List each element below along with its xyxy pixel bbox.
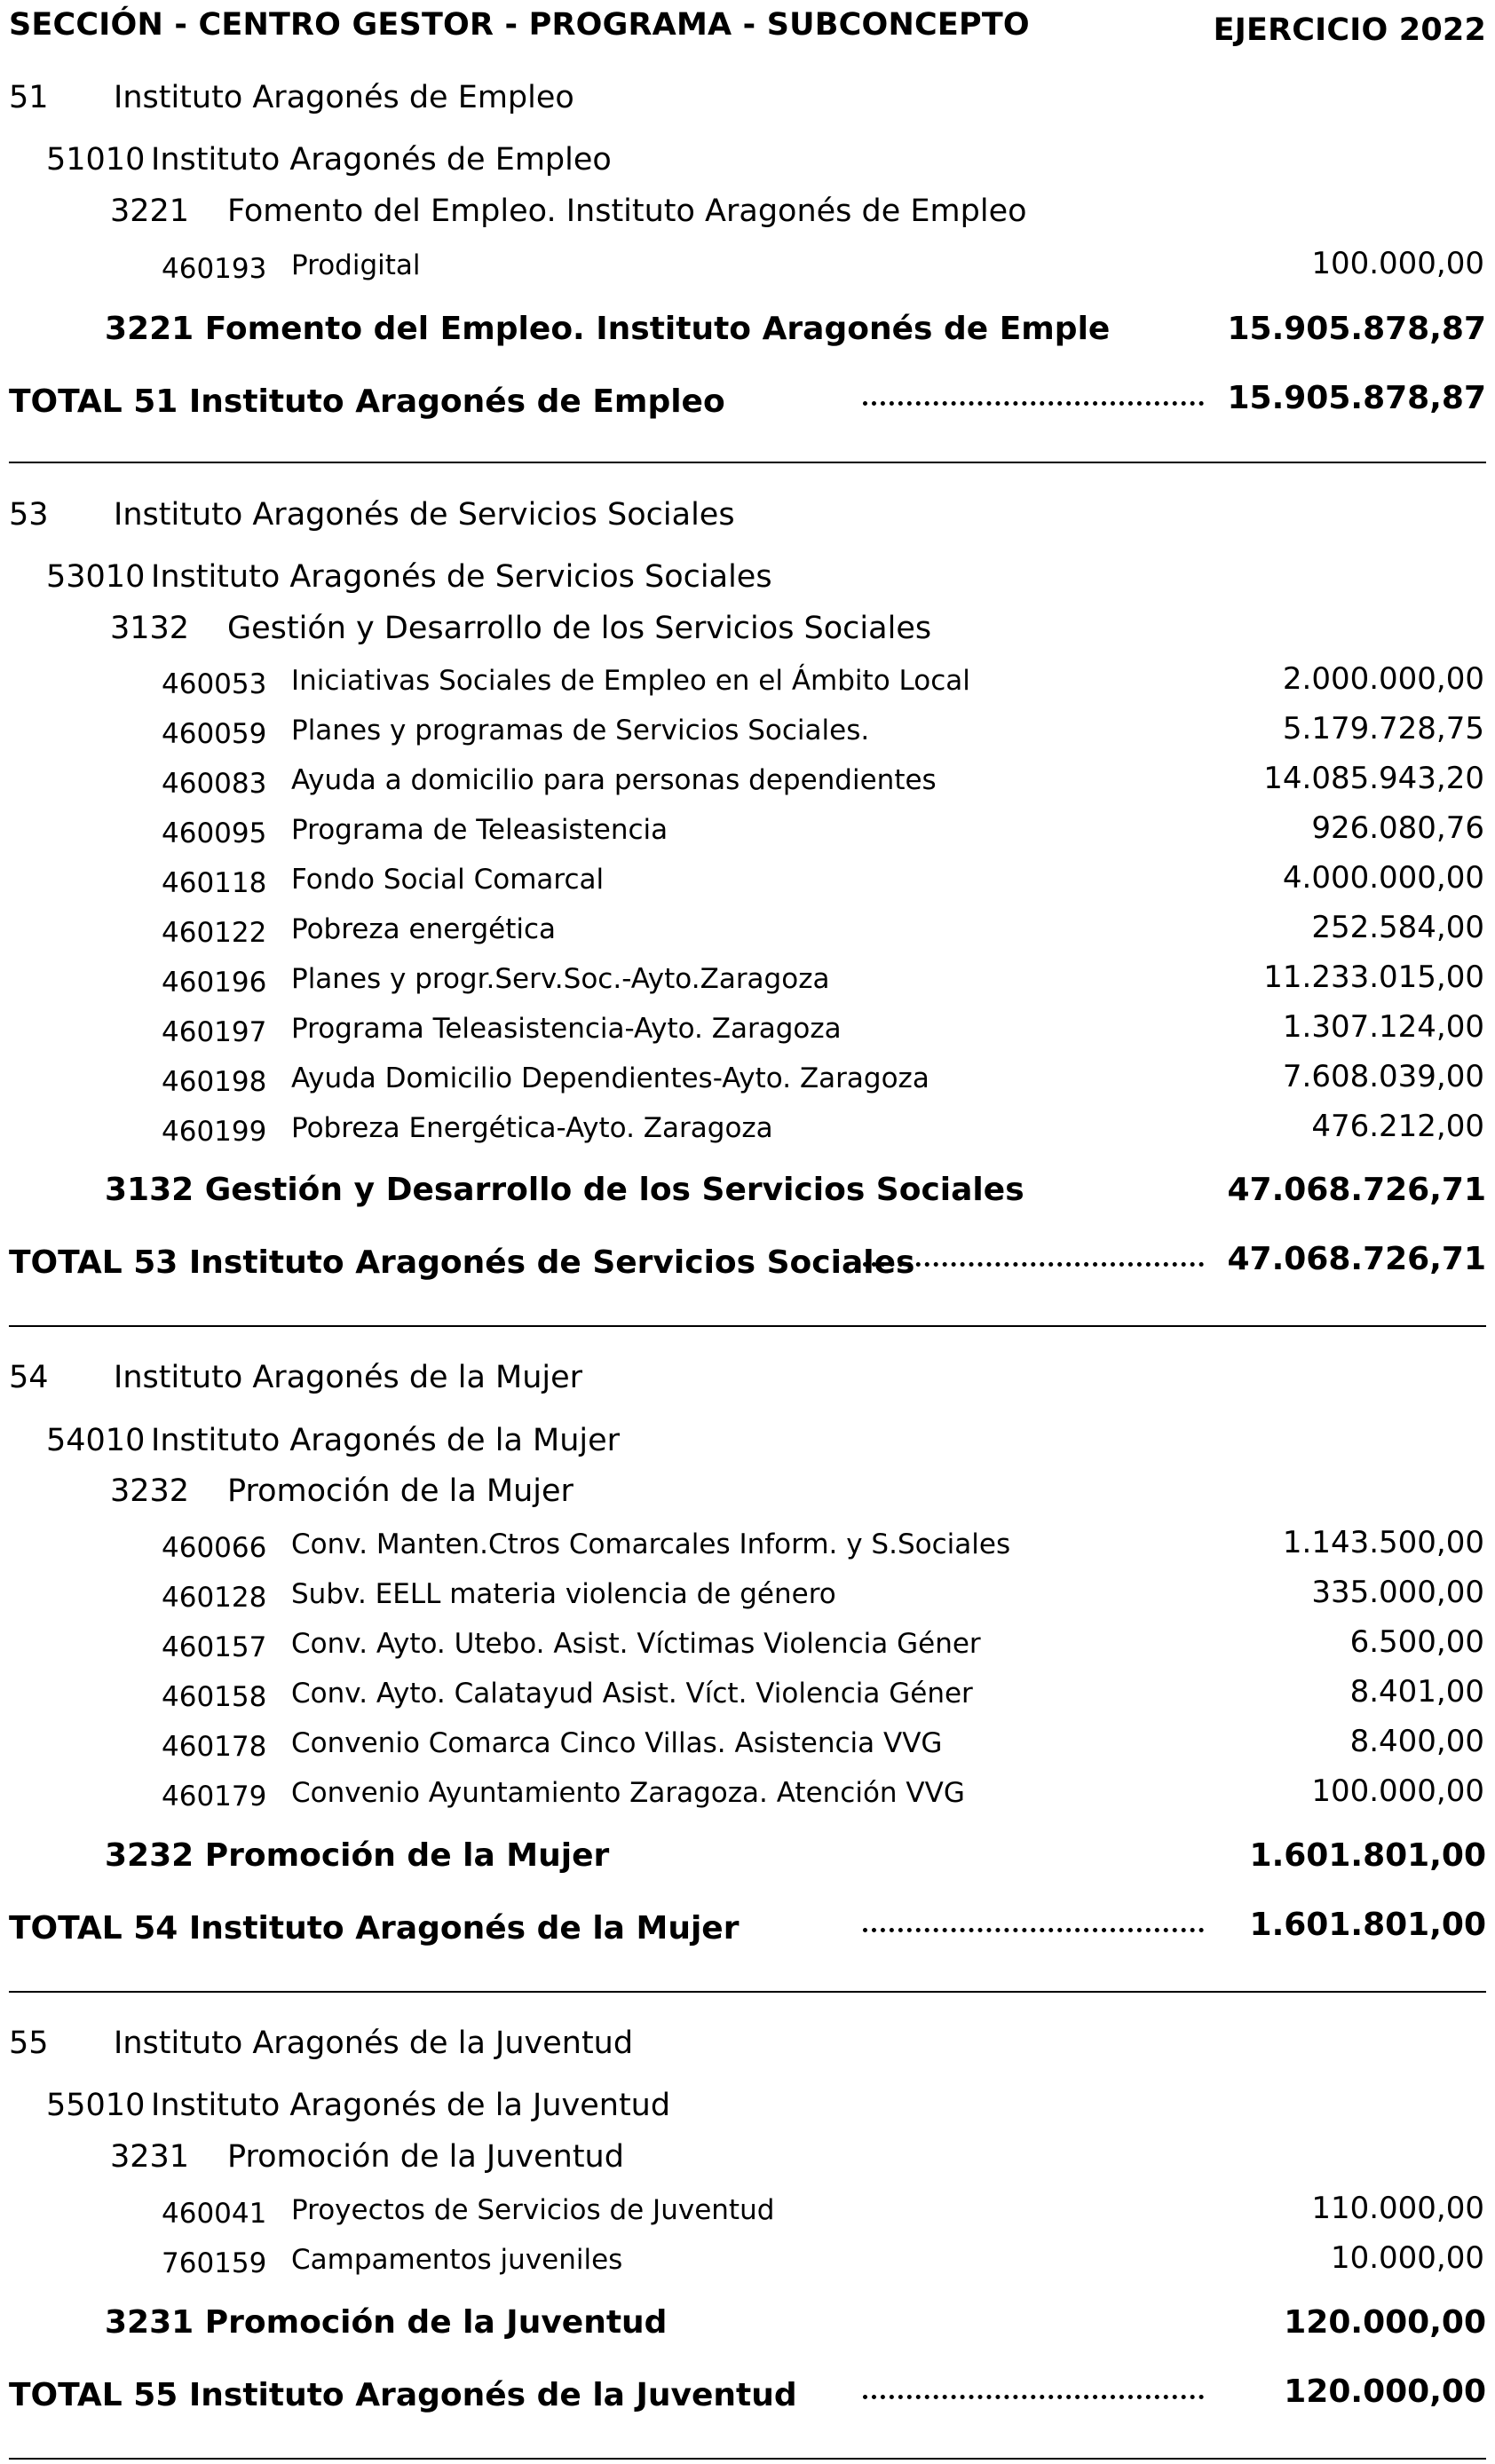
center-code: 51010 — [46, 142, 146, 178]
section-total-amount: 15.905.878,87 — [1227, 380, 1486, 416]
subconcept-amount: 6.500,00 — [1349, 1624, 1484, 1660]
subconcept-name: Pobreza Energética-Ayto. Zaragoza — [291, 1112, 773, 1144]
subconcept-amount: 11.233.015,00 — [1263, 960, 1484, 995]
subconcept-name: Ayuda Domicilio Dependientes-Ayto. Zaragoza — [291, 1062, 929, 1094]
center-name: Instituto Aragonés de la Juventud — [151, 2088, 671, 2123]
subconcept-amount: 7.608.039,00 — [1282, 1059, 1484, 1094]
section-total-label: TOTAL 53 Instituto Aragonés de Servicios Sociales — [9, 1244, 915, 1281]
subconcept-name: Conv. Ayto. Calatayud Asist. Víct. Violencia Géner — [291, 1678, 973, 1710]
subconcept-name: Programa de Teleasistencia — [291, 814, 668, 846]
subconcept-code: 460122 — [162, 917, 267, 949]
subconcept-code: 460178 — [162, 1731, 267, 1763]
subconcept-code: 460199 — [162, 1116, 267, 1148]
section-name: Instituto Aragonés de Servicios Sociales — [114, 497, 735, 533]
program-name: Promoción de la Juventud — [227, 2139, 624, 2175]
subconcept-amount: 110.000,00 — [1311, 2191, 1484, 2226]
section-code: 54 — [9, 1360, 49, 1395]
program-total-label: 3221 Fomento del Empleo. Instituto Aragonés de Emple — [105, 311, 1111, 347]
subconcept-name: Pobreza energética — [291, 913, 557, 945]
subconcept-name: Prodigital — [291, 249, 421, 281]
subconcept-amount: 5.179.728,75 — [1282, 711, 1484, 746]
dot-leader — [863, 1262, 1204, 1267]
program-code: 3221 — [110, 193, 190, 229]
subconcept-name: Campamentos juveniles — [291, 2244, 623, 2276]
program-code: 3231 — [110, 2139, 190, 2175]
subconcept-name: Conv. Manten.Ctros Comarcales Inform. y S.Sociales — [291, 1528, 1011, 1560]
subconcept-code: 460197 — [162, 1016, 267, 1048]
subconcept-name: Proyectos de Servicios de Juventud — [291, 2194, 775, 2226]
center-code: 55010 — [46, 2088, 146, 2123]
subconcept-name: Conv. Ayto. Utebo. Asist. Víctimas Violencia Géner — [291, 1628, 981, 1660]
program-total-amount: 120.000,00 — [1284, 2304, 1486, 2341]
subconcept-code: 760159 — [162, 2247, 267, 2279]
center-code: 54010 — [46, 1423, 146, 1458]
subconcept-amount: 2.000.000,00 — [1282, 661, 1484, 697]
subconcept-amount: 8.401,00 — [1349, 1674, 1484, 1710]
center-name: Instituto Aragonés de Empleo — [151, 142, 612, 178]
section-code: 55 — [9, 2026, 49, 2061]
subconcept-amount: 1.307.124,00 — [1282, 1009, 1484, 1045]
subconcept-name: Iniciativas Sociales de Empleo en el Ámbito Local — [291, 665, 970, 697]
dot-leader — [863, 1928, 1204, 1932]
center-code: 53010 — [46, 559, 146, 595]
section-divider — [9, 1325, 1486, 1327]
subconcept-amount: 476.212,00 — [1311, 1109, 1484, 1144]
section-name: Instituto Aragonés de la Juventud — [114, 2026, 634, 2061]
program-name: Gestión y Desarrollo de los Servicios Sociales — [227, 611, 932, 646]
program-code: 3232 — [110, 1473, 190, 1509]
subconcept-name: Subv. EELL materia violencia de género — [291, 1578, 836, 1610]
subconcept-code: 460128 — [162, 1582, 267, 1614]
section-total-label: TOTAL 51 Instituto Aragonés de Empleo — [9, 383, 725, 420]
subconcept-code: 460095 — [162, 817, 267, 849]
section-total-amount: 120.000,00 — [1284, 2373, 1486, 2410]
section-divider — [9, 2458, 1486, 2460]
center-name: Instituto Aragonés de la Mujer — [151, 1423, 621, 1458]
subconcept-name: Convenio Comarca Cinco Villas. Asistencia VVG — [291, 1727, 943, 1759]
subconcept-amount: 252.584,00 — [1311, 910, 1484, 945]
subconcept-amount: 335.000,00 — [1311, 1575, 1484, 1610]
subconcept-code: 460066 — [162, 1532, 267, 1564]
section-name: Instituto Aragonés de Empleo — [114, 80, 574, 115]
subconcept-name: Planes y programas de Servicios Sociales. — [291, 715, 870, 746]
subconcept-code: 460053 — [162, 668, 267, 700]
subconcept-amount: 926.080,76 — [1311, 810, 1484, 846]
subconcept-code: 460196 — [162, 967, 267, 999]
subconcept-amount: 100.000,00 — [1311, 246, 1484, 281]
program-total-amount: 47.068.726,71 — [1227, 1172, 1486, 1208]
subconcept-amount: 14.085.943,20 — [1263, 761, 1484, 796]
program-name: Promoción de la Mujer — [227, 1473, 573, 1509]
subconcept-code: 460041 — [162, 2198, 267, 2230]
program-total-label: 3231 Promoción de la Juventud — [105, 2304, 668, 2341]
subconcept-amount: 4.000.000,00 — [1282, 860, 1484, 896]
subconcept-name: Planes y progr.Serv.Soc.-Ayto.Zaragoza — [291, 963, 830, 995]
section-total-label: TOTAL 54 Instituto Aragonés de la Mujer — [9, 1910, 740, 1947]
subconcept-code: 460193 — [162, 253, 267, 285]
section-total-amount: 47.068.726,71 — [1227, 1241, 1486, 1277]
section-total-amount: 1.601.801,00 — [1249, 1907, 1486, 1943]
subconcept-code: 460157 — [162, 1631, 267, 1663]
subconcept-code: 460158 — [162, 1681, 267, 1713]
subconcept-code: 460118 — [162, 867, 267, 899]
report-header-title: SECCIÓN - CENTRO GESTOR - PROGRAMA - SUBCONCEPTO — [9, 7, 1030, 43]
program-total-label: 3132 Gestión y Desarrollo de los Servicios Sociales — [105, 1172, 1024, 1208]
program-total-amount: 1.601.801,00 — [1249, 1837, 1486, 1874]
section-name: Instituto Aragonés de la Mujer — [114, 1360, 583, 1395]
subconcept-amount: 10.000,00 — [1330, 2240, 1484, 2276]
program-name: Fomento del Empleo. Instituto Aragonés de Empleo — [227, 193, 1027, 229]
dot-leader — [863, 401, 1204, 406]
subconcept-code: 460179 — [162, 1781, 267, 1812]
section-total-label: TOTAL 55 Instituto Aragonés de la Juventud — [9, 2377, 797, 2413]
program-code: 3132 — [110, 611, 190, 646]
fiscal-year-label: EJERCICIO 2022 — [1213, 12, 1486, 48]
section-code: 51 — [9, 80, 49, 115]
subconcept-name: Ayuda a domicilio para personas dependientes — [291, 764, 937, 796]
subconcept-amount: 8.400,00 — [1349, 1724, 1484, 1759]
section-code: 53 — [9, 497, 49, 533]
center-name: Instituto Aragonés de Servicios Sociales — [151, 559, 772, 595]
program-total-label: 3232 Promoción de la Mujer — [105, 1837, 610, 1874]
section-divider — [9, 1991, 1486, 1993]
subconcept-code: 460059 — [162, 718, 267, 750]
section-divider — [9, 462, 1486, 463]
program-total-amount: 15.905.878,87 — [1227, 311, 1486, 347]
subconcept-amount: 100.000,00 — [1311, 1773, 1484, 1809]
subconcept-name: Convenio Ayuntamiento Zaragoza. Atención VVG — [291, 1777, 965, 1809]
subconcept-amount: 1.143.500,00 — [1282, 1525, 1484, 1560]
subconcept-name: Fondo Social Comarcal — [291, 864, 605, 896]
subconcept-code: 460198 — [162, 1066, 267, 1098]
subconcept-name: Programa Teleasistencia-Ayto. Zaragoza — [291, 1013, 842, 1045]
subconcept-code: 460083 — [162, 768, 267, 800]
dot-leader — [863, 2395, 1204, 2399]
